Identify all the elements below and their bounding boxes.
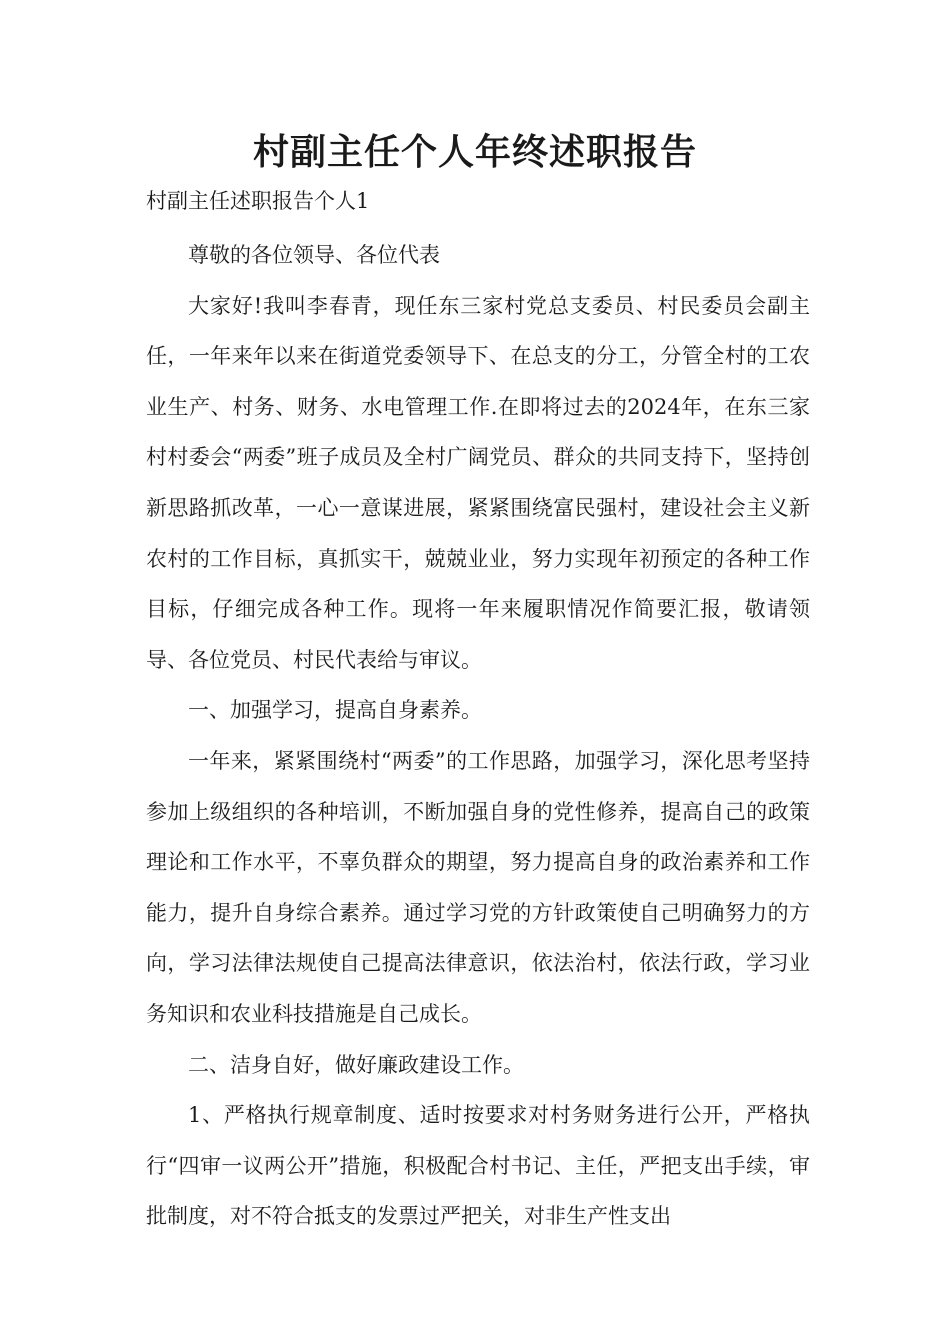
section-1-paragraph: 一年来，紧紧围绕村“两委”的工作思路，加强学习，深化思考坚持参加上级组织的各种培训，不断加强自身的党性修养，提高自己的政策理论和工作水平，不辜负群众的期望，努力提高自身的政治素养和工作能力，提升自身综合素养。通过学习党的方针政策使自己明确努力的方向，学习法律法规使自己提高法律意识，依法治村，依法行政，学习业务知识和农业科技措施是自己成长。 [146,748,810,1026]
document-body [146,230,810,1242]
intro-paragraph: 大家好!我叫李春青，现任东三家村党总支委员、村民委员会副主任，一年来年以来在街道党委领导下、在总支的分工，分管全村的工农业生产、村务、财务、水电管理工作.在即将过去的2024年，在东三家村村委会“两委”班子成员及全村广阔党员、群众的共同支持下，坚持创新思路抓改革，一心一意谋进展，紧紧围绕富民强村，建设社会主义新农村的工作目标，真抓实干，兢兢业业，努力实现年初预定的各种工作目标，仔细完成各种工作。现将一年来履职情况作简要汇报，敬请领导、各位党员、村民代表给与审议。 [146,293,810,672]
document-subtitle: 村副主任述职报告个人1 [146,189,370,213]
section-2-item-1-paragraph: 1、严格执行规章制度、适时按要求对村务财务进行公开，严格执行“四审一议两公开”措施，积极配合村书记、主任，严把支出手续，审批制度，对不符合抵支的发票过严把关，对非生产性支出 [146,1103,810,1229]
section-heading-1: 一、加强学习，提高自身素养。 [188,698,482,723]
section-heading-2: 二、洁身自好，做好廉政建设工作。 [188,1052,524,1077]
salutation-paragraph: 尊敬的各位领导、各位代表 [188,243,440,267]
document-title: 村副主任个人年终述职报告 [252,131,697,173]
